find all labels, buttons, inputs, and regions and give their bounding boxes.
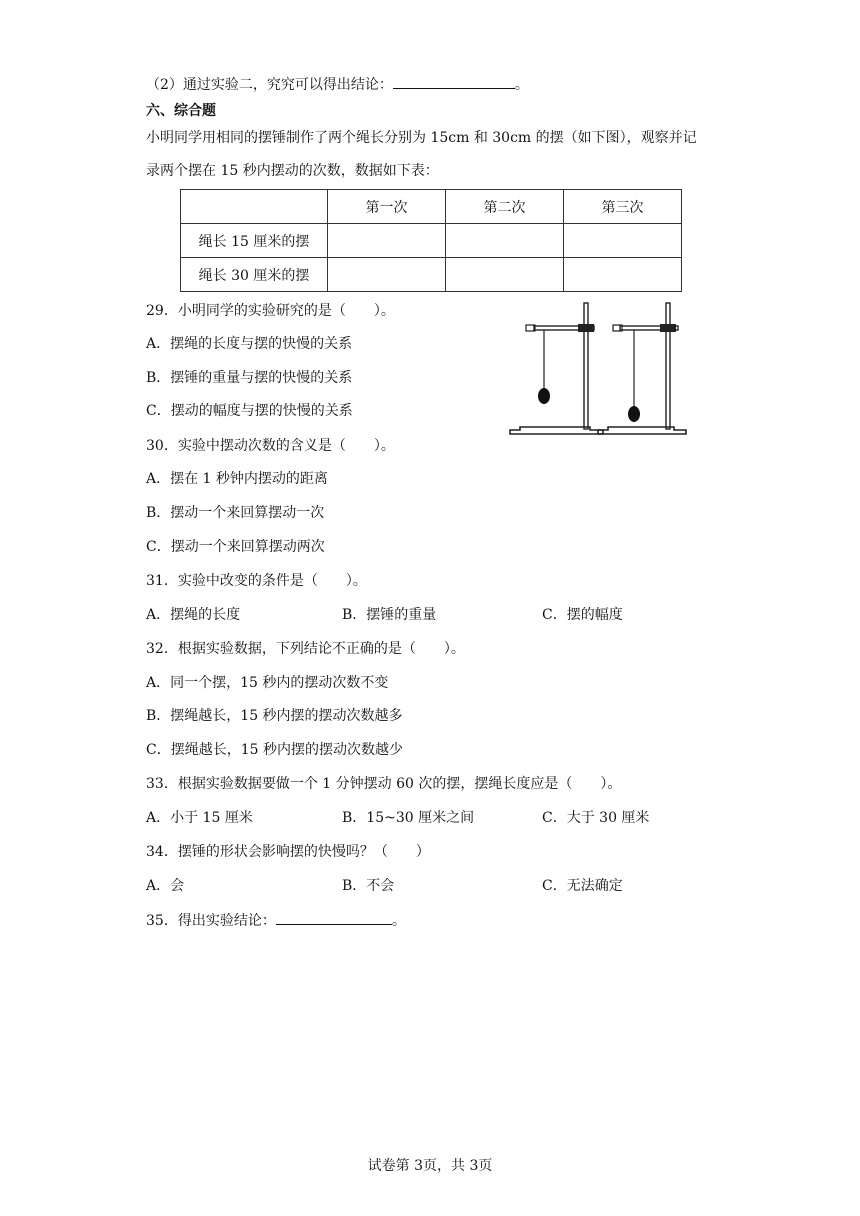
pendulum-stand-left [510,303,603,434]
q30-option-a[interactable]: A．摆在 1 秒钟内摆动的距离 [146,471,328,487]
q35-end: 。 [391,913,406,929]
table-row-label: 绳长 30 厘米的摆 [181,258,328,292]
q28-2-line [146,74,529,95]
q32-option-b[interactable]: B．摆绳越长，15 秒内摆的摆动次数越多 [146,708,403,724]
table-cell[interactable] [446,224,564,258]
q35-line [146,910,406,931]
q35-answer-blank[interactable] [276,910,392,925]
q30-option-c[interactable]: C．摆动一个来回算摆动两次 [146,539,325,555]
q33-option-c[interactable]: C．大于 30 厘米 [542,810,650,826]
table-cell[interactable] [564,224,682,258]
q33-stem: 33．根据实验数据要做一个 1 分钟摆动 60 次的摆，摆绳长度应是（ ）。 [146,776,622,792]
q34-stem: 34．摆锤的形状会影响摆的快慢吗？（ ） [146,844,430,860]
q31-option-c[interactable]: C．摆的幅度 [542,607,623,623]
q32-option-a[interactable]: A．同一个摆，15 秒内的摆动次数不变 [146,675,389,691]
q34-option-b[interactable]: B．不会 [342,878,395,894]
page-footer: 试卷第 3页，共 3页 [367,1158,493,1174]
section-title: 六、综合题 [146,103,216,119]
table-header-cell: 第一次 [328,190,446,224]
q29-stem: 29．小明同学的实验研究的是（ ）。 [146,303,395,319]
data-table [180,189,682,292]
table-cell[interactable] [446,258,564,292]
table-header-cell: 第二次 [446,190,564,224]
q31-option-a[interactable]: A．摆绳的长度 [146,607,241,623]
q35-stem: 35．得出实验结论： [146,913,276,929]
table-header-cell [181,190,328,224]
q28-2-end: 。 [514,77,529,93]
table-header-cell: 第三次 [564,190,682,224]
q28-2-text: （2）通过实验二，究究可以得出结论： [146,77,393,93]
q31-stem: 31．实验中改变的条件是（ ）。 [146,573,367,589]
q29-option-c[interactable]: C．摆动的幅度与摆的快慢的关系 [146,403,353,419]
intro-line-2: 录两个摆在 15 秒内摆动的次数，数据如下表： [146,163,439,179]
q31-option-b[interactable]: B．摆锤的重量 [342,607,437,623]
q29-option-a[interactable]: A．摆绳的长度与摆的快慢的关系 [146,336,353,352]
table-cell[interactable] [328,224,446,258]
table-row-label: 绳长 15 厘米的摆 [181,224,328,258]
table-row [181,258,682,292]
table-cell[interactable] [328,258,446,292]
q28-2-answer-blank[interactable] [393,74,515,89]
q29-option-b[interactable]: B．摆锤的重量与摆的快慢的关系 [146,370,353,386]
table-cell[interactable] [564,258,682,292]
pendulum-stand-right [598,303,686,434]
q32-stem: 32．根据实验数据，下列结论不正确的是（ ）。 [146,641,465,657]
table-row [181,224,682,258]
q30-stem: 30．实验中摆动次数的含义是（ ）。 [146,438,395,454]
pendulum-apparatus-icon [508,300,688,440]
q33-option-a[interactable]: A．小于 15 厘米 [146,810,253,826]
q30-option-b[interactable]: B．摆动一个来回算摆动一次 [146,505,325,521]
q34-option-a[interactable]: A．会 [146,878,185,894]
q32-option-c[interactable]: C．摆绳越长，15 秒内摆的摆动次数越少 [146,742,403,758]
q33-option-b[interactable]: B．15~30 厘米之间 [342,810,475,826]
table-header-row [181,190,682,224]
intro-line-1: 小明同学用相同的摆锤制作了两个绳长分别为 15cm 和 30cm 的摆（如下图），观察并记 [146,130,697,146]
q34-option-c[interactable]: C．无法确定 [542,878,623,894]
